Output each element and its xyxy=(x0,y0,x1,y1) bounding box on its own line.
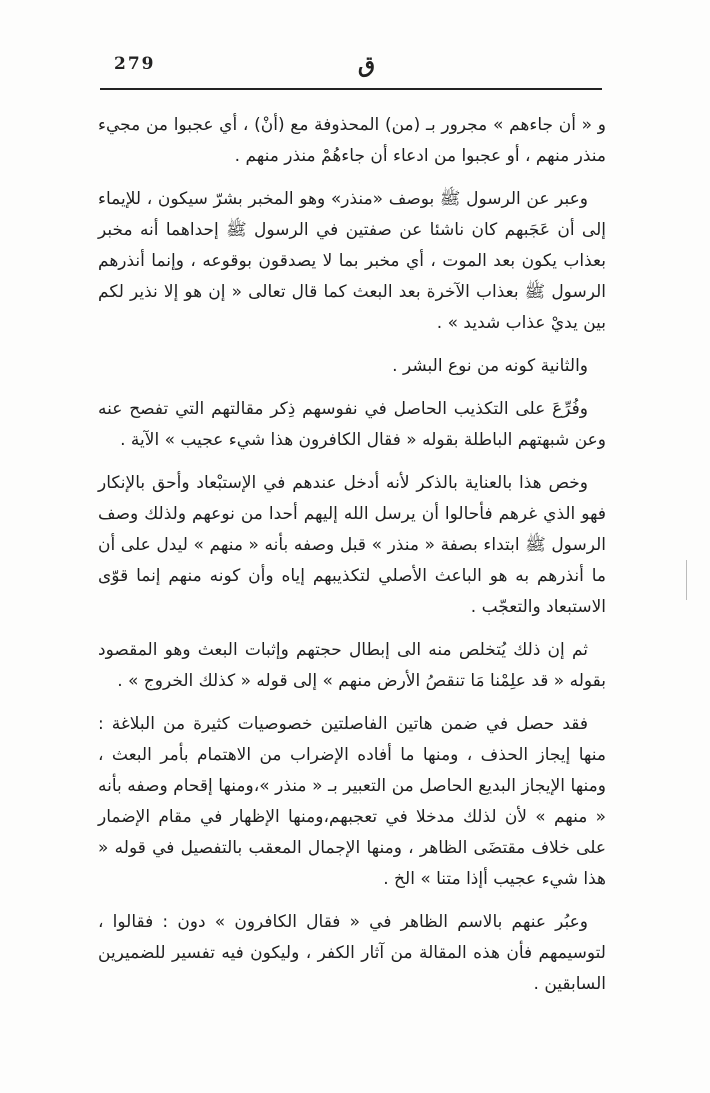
paragraph-8: وعبُر عنهم بالاسم الظاهر في « فقال الكافرون » دون : فقالوا ، لتوسيمهم فأن هذه المقالة من آثار الكفر ، وليكون فيه تفسير للضميرين السابقين . xyxy=(98,912,606,994)
body-text xyxy=(98,110,606,1012)
header-rule xyxy=(100,88,602,90)
paragraph-5: وخص هذا بالعناية بالذكر لأنه أدخل عندهم في الإستبْعاد وأحق بالإنكار فهو الذي غرهم فأحالوا أن يرسل الله إليهم أحدا من نوعهم ولذلك وصف الرسول ﷺ ابتداء بصفة « منذر » قبل وصفه بأنه « منهم » ليدل على أن ما أنذرهم به هو الباعث الأصلي لتكذيبهم إياه وأن كونه منهم إنما قوّى الاستبعاد والتعجّب . xyxy=(98,473,606,617)
page-header xyxy=(100,50,602,86)
scan-margin-mark xyxy=(686,560,687,600)
paragraph-4: وفُرِّعَ على التكذيب الحاصل في نفوسهم ذِكر مقالتهم التي تفصح عنه وعن شبهتهم الباطلة بقوله « فقال الكافرون هذا شيء عجيب » الآية . xyxy=(98,399,606,450)
paragraph-7: فقد حصل في ضمن هاتين الفاصلتين خصوصيات كثيرة من البلاغة : منها إيجاز الحذف ، ومنها ما أفاده الإضراب من الاهتمام بأمر البعث ، ومنها الإيجاز البديع الحاصل من التعبير بـ « منذر »،ومنها إقحام وصفه بأنه « منهم » لأن لذلك مدخلا في تعجبهم،ومنها الإظهار في مقام الإضمار على خلاف مقتضَى الظاهر ، ومنها الإجمال المعقب بالتفصيل في قوله « هذا شيء عجيب أإذا متنا » الخ . xyxy=(98,714,606,889)
surah-name: ق xyxy=(358,52,376,78)
paragraph-6: ثم إن ذلك يُتخلص منه الى إبطال حجتهم وإثبات البعث وهو المقصود بقوله « قد علِمْنا مَا تنقصُ الأرض منهم » إلى قوله « كذلك الخروج » . xyxy=(98,640,606,691)
paragraph-3: والثانية كونه من نوع البشر . xyxy=(392,356,588,376)
paragraph-2: وعبر عن الرسول ﷺ بوصف «منذر» وهو المخبر بشرّ سيكون ، للإيماء إلى أن عَجَبهم كان ناشئا عن صفتين في الرسول ﷺ إحداهما أنه مخبر بعذاب يكون بعد الموت ، أي مخبر بما لا يصدقون بوقوعه ، وإنما أنذرهم الرسول ﷺ بعذاب الآخرة بعد البعث كما قال تعالى « إن هو إلا نذير لكم بين يديْ عذاب شديد » . xyxy=(98,189,606,333)
page-number: 279 xyxy=(114,54,156,74)
paragraph-1: و « أن جاءهم » مجرور بـ (من) المحذوفة مع (أنْ) ، أي عجبوا من مجيء منذر منهم ، أو عجبوا من ادعاء أن جاءهُمْ منذر منهم . xyxy=(98,115,606,166)
